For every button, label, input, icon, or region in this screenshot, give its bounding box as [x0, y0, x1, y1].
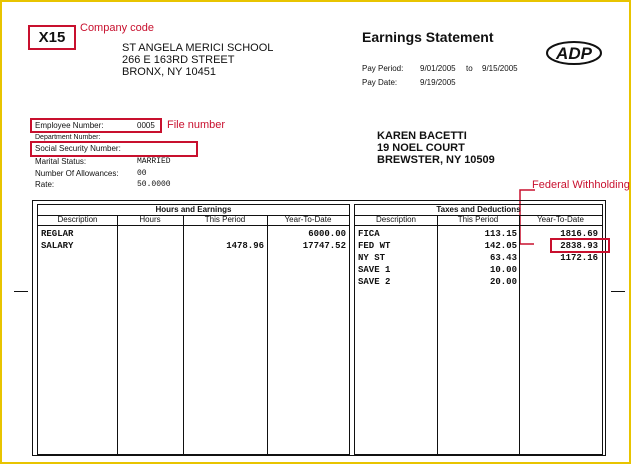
marital-status-label: Marital Status:	[35, 157, 87, 166]
pay-date-label: Pay Date:	[362, 78, 398, 87]
company-address-2: BRONX, NY 10451	[122, 66, 216, 78]
adp-logo-icon	[546, 40, 602, 66]
left-fold-mark	[14, 291, 28, 292]
company-address-1: 266 E 163RD STREET	[122, 54, 235, 66]
pay-period-label: Pay Period:	[362, 64, 404, 73]
td-row-4-this-period: 10.00	[489, 265, 517, 275]
td-row-5-this-period: 20.00	[489, 277, 517, 287]
he-header-hours: Hours	[139, 215, 161, 224]
td-row-1-description: FICA	[358, 229, 380, 239]
td-row-4-description: SAVE 1	[358, 265, 391, 275]
right-fold-mark	[611, 291, 625, 292]
allowances-label: Number Of Allowances:	[35, 169, 119, 178]
rate-label: Rate:	[35, 180, 55, 189]
td-row-5-description: SAVE 2	[358, 277, 391, 287]
federal-withholding-annotation: Federal Withholding	[532, 179, 630, 191]
employee-name: KAREN BACETTI	[377, 130, 467, 142]
td-row-2-description: FED WT	[358, 241, 391, 251]
he-header-this-period: This Period	[204, 215, 246, 224]
employee-city: BREWSTER, NY 10509	[377, 154, 495, 166]
department-number-label: Department Number:	[35, 134, 101, 141]
taxes-deductions-headers	[355, 215, 602, 226]
company-code: X15	[38, 29, 66, 46]
employee-street: 19 NOEL COURT	[377, 142, 465, 154]
td-row-2-this-period: 142.05	[484, 241, 517, 251]
rate: 50.0000	[137, 180, 171, 189]
td-header-ytd: Year-To-Date	[537, 215, 584, 224]
hours-earnings-panel	[37, 204, 350, 455]
td-row-1-this-period: 113.15	[484, 229, 517, 239]
marital-status: MARRIED	[137, 157, 171, 166]
ssn-label: Social Security Number:	[35, 144, 121, 153]
pay-period-end: 9/15/2005	[482, 64, 518, 73]
employee-number: 0005	[137, 121, 155, 130]
federal-withholding-box	[550, 238, 610, 253]
pay-period-to: to	[466, 64, 473, 73]
he-header-ytd: Year-To-Date	[284, 215, 332, 224]
he-row-1-ytd: 6000.00	[308, 229, 346, 239]
hours-earnings-headers	[38, 215, 349, 226]
he-row-1-description: REGLAR	[41, 229, 74, 239]
td-row-3-ytd: 1172.16	[560, 253, 598, 263]
he-row-2-description: SALARY	[41, 241, 74, 251]
he-row-2-this-period: 1478.96	[226, 241, 264, 251]
he-header-description: Description	[57, 215, 98, 224]
td-row-2-ytd: 2838.93	[560, 241, 598, 251]
allowances: 00	[137, 169, 147, 178]
he-row-2-ytd: 17747.52	[302, 241, 346, 251]
td-header-this-period: This Period	[457, 215, 499, 224]
employee-number-label: Employee Number:	[35, 121, 104, 130]
company-name: ST ANGELA MERICI SCHOOL	[122, 42, 274, 54]
td-row-3-description: NY ST	[358, 253, 386, 263]
svg-text:ADP: ADP	[556, 44, 592, 63]
file-number-annotation: File number	[167, 119, 226, 131]
taxes-deductions-title: Taxes and Deductions	[355, 205, 602, 216]
td-header-description: Description	[375, 215, 416, 224]
td-row-1-ytd: 1816.69	[560, 229, 598, 239]
pay-date: 9/19/2005	[420, 78, 456, 87]
he-divider-1	[117, 215, 118, 454]
td-row-3-this-period: 63.43	[489, 253, 517, 263]
company-code-annotation: Company code	[80, 22, 154, 34]
hours-earnings-title: Hours and Earnings	[38, 205, 349, 216]
statement-title: Earnings Statement	[362, 29, 494, 45]
pay-period-start: 9/01/2005	[420, 64, 456, 73]
